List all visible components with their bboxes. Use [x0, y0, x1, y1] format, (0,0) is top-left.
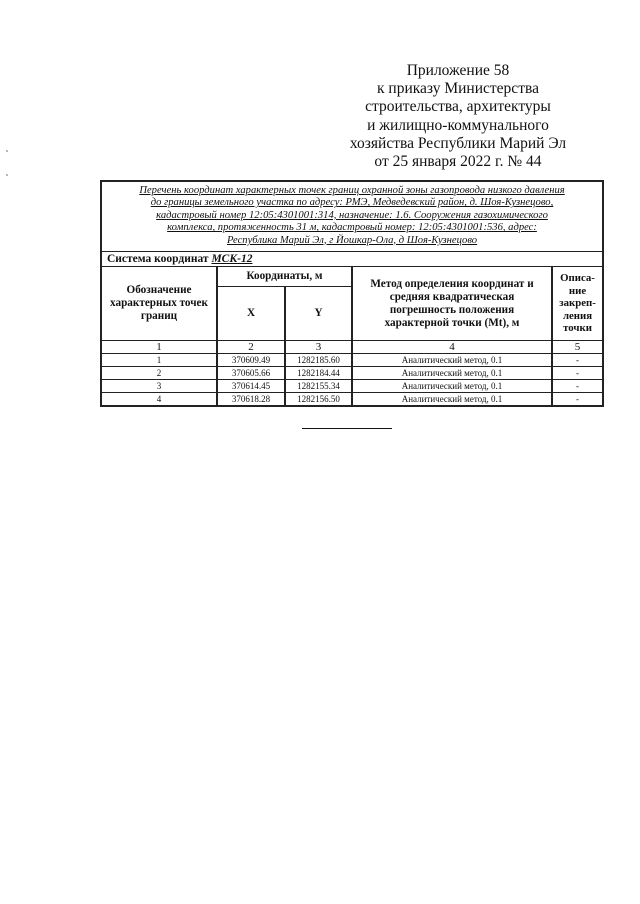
point-number: 3 [101, 380, 217, 393]
table-caption [101, 181, 603, 252]
appendix-line: к приказу Министерства [377, 80, 539, 98]
table-row [101, 354, 603, 367]
point-method: Аналитический метод, 0.1 [352, 393, 552, 407]
scan-margin-marks [6, 150, 12, 198]
coordinate-system-row [101, 252, 603, 267]
point-number: 4 [101, 393, 217, 407]
appendix-line: хозяйства Республики Марий Эл [349, 134, 567, 152]
column-number: 1 [101, 341, 217, 354]
caption-line: Республика Марий Эл, г Йошкар-Ола, д Шоя-Кузнецово [226, 234, 478, 246]
appendix-line: и жилищно-коммунального [367, 116, 549, 134]
point-description: - [552, 380, 603, 393]
column-number: 2 [217, 341, 285, 354]
point-method: Аналитический метод, 0.1 [352, 354, 552, 367]
column-number: 5 [552, 341, 603, 354]
point-method: Аналитический метод, 0.1 [352, 367, 552, 380]
header-coordinates: Координаты, м [217, 267, 352, 287]
point-method: Аналитический метод, 0.1 [352, 380, 552, 393]
table-row [101, 380, 603, 393]
table-row [101, 367, 603, 380]
point-x: 370609.49 [217, 354, 285, 367]
point-x: 370614.45 [217, 380, 285, 393]
caption-line: Перечень координат характерных точек границ охранной зоны газопровода низкого давления [139, 185, 565, 196]
caption-line: комплекса, протяженность 31 м, кадастровый номер: 12:05:4301001:536, адрес: [167, 222, 537, 234]
table-row [101, 393, 603, 407]
coordinate-system-label: Система координат [107, 253, 209, 266]
header-description: Описа-ние закреп-ления точки [552, 267, 603, 341]
appendix-line: Приложение 58 [406, 62, 510, 79]
appendix-line: строительства, архитектуры [365, 98, 551, 116]
point-number: 2 [101, 367, 217, 380]
point-number: 1 [101, 354, 217, 367]
column-number: 4 [352, 341, 552, 354]
coordinates-table [100, 180, 604, 407]
scan-mark [6, 150, 8, 152]
point-y: 1282184.44 [285, 367, 352, 380]
scan-mark [6, 174, 8, 176]
point-description: - [552, 354, 603, 367]
point-description: - [552, 393, 603, 407]
caption-line: до границы земельного участка по адресу: РМЭ, Медведевский район, д. Шоя-Кузнецово, [150, 197, 554, 209]
coordinate-system-value: МСК-12 [211, 253, 253, 266]
caption-line: кадастровый номер 12:05:4301001:314, назначение: 1.6. Сооружения газохимического [156, 209, 548, 221]
closing-separator-line [302, 428, 392, 429]
point-x: 370618.28 [217, 393, 285, 407]
point-y: 1282185.60 [285, 354, 352, 367]
point-y: 1282156.50 [285, 393, 352, 407]
header-x: X [217, 287, 285, 341]
header-designation: Обозначение характерных точек границ [101, 267, 217, 341]
appendix-header [328, 62, 588, 171]
point-y: 1282155.34 [285, 380, 352, 393]
point-description: - [552, 367, 603, 380]
appendix-line: от 25 января 2022 г. № 44 [374, 153, 542, 171]
column-numbers-row [101, 341, 603, 354]
header-y: Y [285, 287, 352, 341]
column-number: 3 [285, 341, 352, 354]
header-method: Метод определения координат и средняя квадратическая погрешность положения характерной точки (Mt), м [352, 267, 552, 341]
point-x: 370605.66 [217, 367, 285, 380]
